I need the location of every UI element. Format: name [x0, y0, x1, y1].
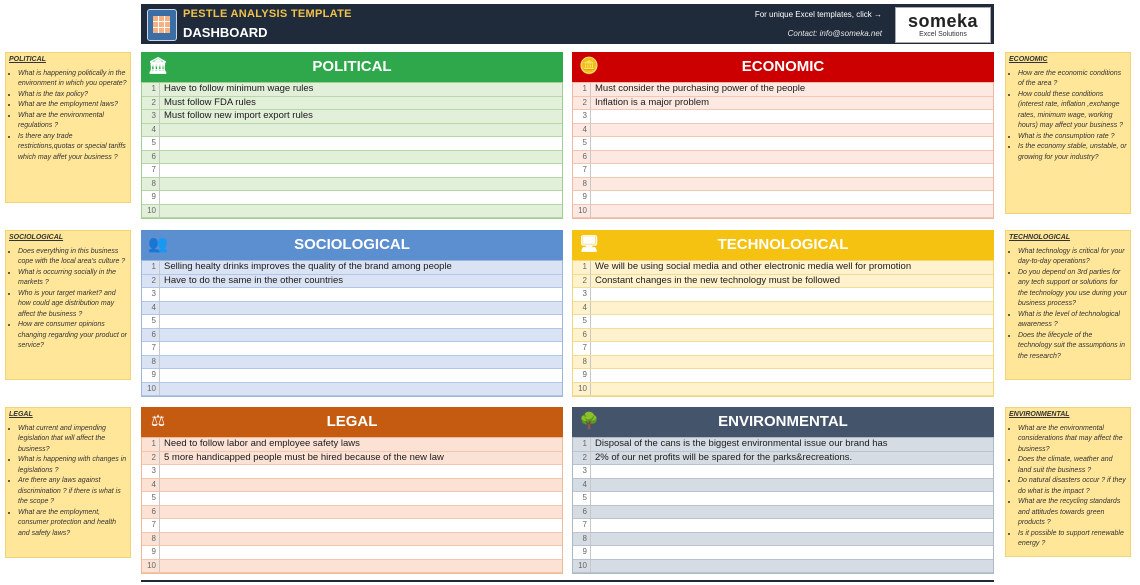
- economic-panel: [572, 52, 994, 219]
- row-cell[interactable]: [591, 506, 993, 519]
- row-number: 1: [142, 438, 160, 451]
- table-row: [142, 261, 562, 275]
- row-number: 5: [142, 492, 160, 505]
- political-notes-title: POLITICAL: [9, 56, 46, 63]
- economic-notes: [1005, 52, 1131, 214]
- row-number: 5: [573, 492, 591, 505]
- bottom-divider: [141, 580, 994, 582]
- legal-notes-title: LEGAL: [9, 411, 33, 418]
- row-cell[interactable]: [591, 205, 993, 218]
- table-row: [142, 124, 562, 138]
- table-row: [573, 315, 993, 329]
- note-item: • What are the environmental regulations ?: [18, 111, 127, 132]
- table-row: [142, 438, 562, 452]
- row-number: 1: [142, 261, 160, 274]
- row-cell[interactable]: [591, 533, 993, 546]
- row-number: 6: [573, 329, 591, 342]
- row-cell[interactable]: [591, 342, 993, 355]
- row-number: 1: [573, 83, 591, 96]
- row-number: 2: [142, 97, 160, 110]
- row-cell[interactable]: 2% of our net profits will be spared for the parks&recreations.: [595, 451, 853, 463]
- table-row: [142, 83, 562, 97]
- note-item: • How could these conditions (interest rate, inflation ,exchange rates, minimum wage, working hours) may affect your business ?: [1018, 90, 1127, 132]
- row-cell[interactable]: [160, 151, 562, 164]
- table-row: [573, 83, 993, 97]
- note-item: • What are the recycling standards and attitudes towards green products ?: [1018, 497, 1127, 529]
- note-item: • What is the consumption rate ?: [1018, 132, 1127, 143]
- row-number: 7: [142, 164, 160, 177]
- row-number: 2: [573, 97, 591, 110]
- tree-icon: 🌳: [579, 413, 599, 430]
- note-item: • What are the employment laws?: [18, 100, 127, 111]
- row-cell[interactable]: [160, 178, 562, 191]
- political-header: [141, 52, 563, 82]
- row-number: 4: [142, 479, 160, 492]
- row-number: 2: [142, 275, 160, 288]
- table-row: [573, 342, 993, 356]
- environmental-title: ENVIRONMENTAL: [718, 413, 848, 430]
- table-row: [573, 479, 993, 493]
- row-number: 8: [573, 178, 591, 191]
- row-cell[interactable]: 5 more handicapped people must be hired because of the new law: [164, 451, 444, 463]
- row-number: 10: [142, 205, 160, 218]
- row-number: 5: [142, 315, 160, 328]
- table-row: [142, 315, 562, 329]
- note-item: • Are there any laws against discrimination ? if there is what is the scope ?: [18, 476, 127, 508]
- row-cell[interactable]: [591, 164, 993, 177]
- table-row: [142, 492, 562, 506]
- table-row: [573, 261, 993, 275]
- row-cell[interactable]: [591, 124, 993, 137]
- row-number: 4: [573, 479, 591, 492]
- economic-title: ECONOMIC: [741, 58, 825, 75]
- row-number: 3: [142, 288, 160, 301]
- row-cell[interactable]: [160, 533, 562, 546]
- people-icon: 👥: [148, 236, 168, 253]
- environmental-notes-title: ENVIRONMENTAL: [1009, 411, 1070, 418]
- table-row: [573, 533, 993, 547]
- sociological-notes-title: SOCIOLOGICAL: [9, 234, 64, 241]
- row-cell[interactable]: [160, 302, 562, 315]
- note-item: • What is the level of technological awareness ?: [1018, 310, 1127, 331]
- row-number: 7: [573, 519, 591, 532]
- table-row: [142, 164, 562, 178]
- table-row: [142, 288, 562, 302]
- row-number: 7: [573, 342, 591, 355]
- row-number: 6: [142, 329, 160, 342]
- table-row: [573, 369, 993, 383]
- table-row: [573, 288, 993, 302]
- row-number: 7: [573, 164, 591, 177]
- technological-notes: [1005, 230, 1131, 380]
- logo-subtitle: Excel Solutions: [919, 31, 967, 38]
- note-item: • What are the environmental considerations that may affect the business?: [1018, 424, 1127, 456]
- dashboard-header: [141, 4, 994, 44]
- political-panel: [141, 52, 563, 219]
- table-row: [142, 110, 562, 124]
- row-cell[interactable]: [160, 164, 562, 177]
- table-row: [573, 275, 993, 289]
- row-cell[interactable]: [160, 137, 562, 150]
- table-row: [142, 452, 562, 466]
- row-number: 3: [573, 288, 591, 301]
- row-cell[interactable]: [591, 383, 993, 396]
- sociological-rows: [141, 260, 563, 397]
- note-item: • Does the lifecycle of the technology suit the assumptions in the research?: [1018, 331, 1127, 363]
- row-number: 6: [573, 151, 591, 164]
- someka-logo[interactable]: [895, 7, 991, 43]
- row-number: 6: [142, 151, 160, 164]
- table-row: [573, 465, 993, 479]
- table-row: [142, 383, 562, 397]
- row-number: 3: [142, 110, 160, 123]
- row-cell[interactable]: [160, 506, 562, 519]
- row-cell[interactable]: [591, 465, 993, 478]
- row-cell[interactable]: [591, 560, 993, 573]
- row-cell[interactable]: [591, 137, 993, 150]
- technological-rows: [572, 260, 994, 397]
- row-cell[interactable]: [160, 356, 562, 369]
- row-number: 5: [573, 137, 591, 150]
- political-notes: [5, 52, 131, 203]
- row-cell[interactable]: [160, 369, 562, 382]
- row-cell[interactable]: Must consider the purchasing power of the people: [595, 83, 806, 94]
- table-row: [142, 356, 562, 370]
- row-cell[interactable]: [160, 479, 562, 492]
- table-row: [142, 479, 562, 493]
- note-item: • What is happening with changes in legislations ?: [18, 455, 127, 476]
- table-row: [573, 383, 993, 397]
- table-row: [142, 506, 562, 520]
- environmental-rows: [572, 437, 994, 574]
- note-item: • What technology is critical for your day-to-day operations?: [1018, 247, 1127, 268]
- note-item: • How are consumer opinions changing regarding your product or service?: [18, 320, 127, 352]
- row-number: 7: [142, 519, 160, 532]
- table-row: [573, 178, 993, 192]
- economic-header: [572, 52, 994, 82]
- table-row: [142, 178, 562, 192]
- row-cell[interactable]: [160, 465, 562, 478]
- row-cell[interactable]: [160, 191, 562, 204]
- table-row: [142, 533, 562, 547]
- note-item: • What is happening politically in the environment in which you operate?: [18, 69, 127, 90]
- environmental-header: [572, 407, 994, 437]
- table-row: [142, 137, 562, 151]
- row-cell[interactable]: [591, 479, 993, 492]
- table-row: [573, 151, 993, 165]
- row-cell[interactable]: Selling healty drinks improves the quality of the brand among people: [164, 261, 452, 272]
- table-row: [573, 329, 993, 343]
- note-item: • Is it possible to support renewable energy ?: [1018, 529, 1127, 550]
- table-row: [573, 164, 993, 178]
- row-cell[interactable]: [160, 315, 562, 328]
- table-row: [573, 438, 993, 452]
- sociological-panel: [141, 230, 563, 397]
- row-number: 3: [142, 465, 160, 478]
- row-number: 2: [573, 452, 591, 465]
- scales-icon: ⚖: [150, 413, 166, 430]
- note-item: • Do natural disasters occur ? if they do what is the impact ?: [1018, 476, 1127, 497]
- row-cell[interactable]: [591, 369, 993, 382]
- row-number: 5: [142, 137, 160, 150]
- row-cell[interactable]: [591, 356, 993, 369]
- row-cell[interactable]: [591, 151, 993, 164]
- row-cell[interactable]: Have to follow minimum wage rules: [164, 83, 314, 94]
- row-cell[interactable]: Constant changes in the new technology must be followed: [595, 274, 841, 286]
- table-row: [573, 452, 993, 466]
- spreadsheet-icon: [147, 9, 177, 41]
- table-row: [573, 97, 993, 111]
- row-number: 10: [142, 383, 160, 396]
- row-number: 10: [573, 205, 591, 218]
- row-number: 7: [142, 342, 160, 355]
- table-row: [573, 519, 993, 533]
- contact-email[interactable]: Contact: info@someka.net: [787, 29, 882, 38]
- row-number: 8: [142, 178, 160, 191]
- environmental-panel: [572, 407, 994, 574]
- row-number: 9: [573, 369, 591, 382]
- row-cell[interactable]: [591, 178, 993, 191]
- row-cell[interactable]: Disposal of the cans is the biggest environmental issue our brand has: [595, 438, 888, 449]
- legal-notes: [5, 407, 131, 558]
- technological-header: [572, 230, 994, 260]
- row-number: 3: [573, 465, 591, 478]
- row-number: 8: [142, 533, 160, 546]
- browser-window-icon: 🖥: [578, 236, 600, 253]
- row-number: 1: [142, 83, 160, 96]
- political-title: POLITICAL: [312, 58, 392, 75]
- row-cell[interactable]: [160, 383, 562, 396]
- note-item: • Who is your target market? and how could age distribution may affect the business ?: [18, 289, 127, 321]
- row-cell[interactable]: [160, 329, 562, 342]
- note-item: • Does everything in this business cope with the local area's culture ?: [18, 247, 127, 268]
- row-cell[interactable]: [160, 560, 562, 573]
- table-row: [573, 492, 993, 506]
- economic-notes-title: ECONOMIC: [1009, 56, 1048, 63]
- row-number: 8: [573, 533, 591, 546]
- row-cell[interactable]: [591, 492, 993, 505]
- logo-brand: someka: [907, 11, 979, 31]
- dashboard-label: DASHBOARD: [183, 25, 268, 40]
- row-cell[interactable]: Must follow new import export rules: [164, 110, 313, 121]
- row-cell[interactable]: Inflation is a major problem: [595, 96, 710, 108]
- table-row: [573, 302, 993, 316]
- row-cell[interactable]: [160, 492, 562, 505]
- coins-icon: 🪙: [579, 58, 599, 75]
- sociological-title: SOCIOLOGICAL: [294, 236, 410, 253]
- table-row: [573, 506, 993, 520]
- table-row: [573, 191, 993, 205]
- note-item: • What are the employment, consumer protection and health and safety laws?: [18, 508, 127, 540]
- environmental-notes: [1005, 407, 1131, 557]
- capitol-building-icon: 🏛: [147, 58, 169, 75]
- note-item: • Does the climate, weather and land suit the business ?: [1018, 455, 1127, 476]
- row-number: 4: [142, 124, 160, 137]
- table-row: [142, 560, 562, 574]
- political-rows: [141, 82, 563, 219]
- note-item: • Is there any trade restrictions,quotas or special tariffs which may affet your business ?: [18, 132, 127, 164]
- row-number: 9: [573, 191, 591, 204]
- legal-title: LEGAL: [326, 413, 378, 430]
- row-number: 8: [142, 356, 160, 369]
- technological-panel: [572, 230, 994, 397]
- row-number: 10: [142, 560, 160, 573]
- table-row: [142, 151, 562, 165]
- row-cell[interactable]: [591, 315, 993, 328]
- note-item: • How are the economic conditions of the area ?: [1018, 69, 1127, 90]
- row-cell[interactable]: [160, 546, 562, 559]
- unique-templates-link[interactable]: For unique Excel templates, click →: [754, 10, 882, 19]
- row-cell[interactable]: [591, 191, 993, 204]
- row-cell[interactable]: [591, 519, 993, 532]
- row-cell[interactable]: [591, 302, 993, 315]
- table-row: [573, 137, 993, 151]
- row-cell[interactable]: [160, 288, 562, 301]
- row-number: 9: [142, 191, 160, 204]
- template-title: PESTLE ANALYSIS TEMPLATE: [183, 8, 352, 20]
- row-number: 6: [573, 506, 591, 519]
- row-number: 9: [142, 369, 160, 382]
- table-row: [573, 356, 993, 370]
- row-cell[interactable]: [591, 546, 993, 559]
- note-item: • What is occurring socially in the markets ?: [18, 268, 127, 289]
- note-item: • What is the tax policy?: [18, 90, 127, 101]
- table-row: [142, 465, 562, 479]
- row-number: 8: [573, 356, 591, 369]
- table-row: [142, 329, 562, 343]
- row-number: 6: [142, 506, 160, 519]
- row-cell[interactable]: [160, 342, 562, 355]
- legal-panel: [141, 407, 563, 574]
- table-row: [573, 205, 993, 219]
- row-number: 4: [573, 124, 591, 137]
- table-row: [142, 191, 562, 205]
- row-number: 9: [142, 546, 160, 559]
- row-number: 4: [573, 302, 591, 315]
- table-row: [142, 302, 562, 316]
- table-row: [573, 124, 993, 138]
- table-row: [142, 275, 562, 289]
- sociological-header: [141, 230, 563, 260]
- row-cell[interactable]: We will be using social media and other electronic media well for promotion: [595, 261, 912, 272]
- row-number: 1: [573, 261, 591, 274]
- row-cell[interactable]: [591, 288, 993, 301]
- row-cell[interactable]: [591, 110, 993, 123]
- row-cell[interactable]: [160, 519, 562, 532]
- row-cell[interactable]: [160, 124, 562, 137]
- note-item: • Do you depend on 3rd parties for any tech support or solutions for the technology you use during your business process?: [1018, 268, 1127, 310]
- row-number: 5: [573, 315, 591, 328]
- table-row: [573, 546, 993, 560]
- table-row: [142, 369, 562, 383]
- table-row: [142, 342, 562, 356]
- note-item: • Is the economy stable, unstable, or growing for your industry?: [1018, 142, 1127, 163]
- row-number: 3: [573, 110, 591, 123]
- table-row: [142, 97, 562, 111]
- row-number: 2: [573, 275, 591, 288]
- table-row: [142, 546, 562, 560]
- row-number: 9: [573, 546, 591, 559]
- sociological-notes: [5, 230, 131, 380]
- economic-rows: [572, 82, 994, 219]
- technological-title: TECHNOLOGICAL: [717, 236, 849, 253]
- table-row: [573, 110, 993, 124]
- row-number: 10: [573, 560, 591, 573]
- row-cell[interactable]: Need to follow labor and employee safety laws: [164, 438, 360, 449]
- table-row: [142, 205, 562, 219]
- row-number: 4: [142, 302, 160, 315]
- table-row: [142, 519, 562, 533]
- row-cell[interactable]: [591, 329, 993, 342]
- table-row: [573, 560, 993, 574]
- row-cell[interactable]: [160, 205, 562, 218]
- legal-rows: [141, 437, 563, 574]
- row-number: 2: [142, 452, 160, 465]
- legal-header: [141, 407, 563, 437]
- row-number: 10: [573, 383, 591, 396]
- row-number: 1: [573, 438, 591, 451]
- row-cell[interactable]: Have to do the same in the other countries: [164, 274, 344, 286]
- technological-notes-title: TECHNOLOGICAL: [1009, 234, 1071, 241]
- note-item: • What current and impending legislation that will affect the business?: [18, 424, 127, 456]
- row-cell[interactable]: Must follow FDA rules: [164, 96, 256, 108]
